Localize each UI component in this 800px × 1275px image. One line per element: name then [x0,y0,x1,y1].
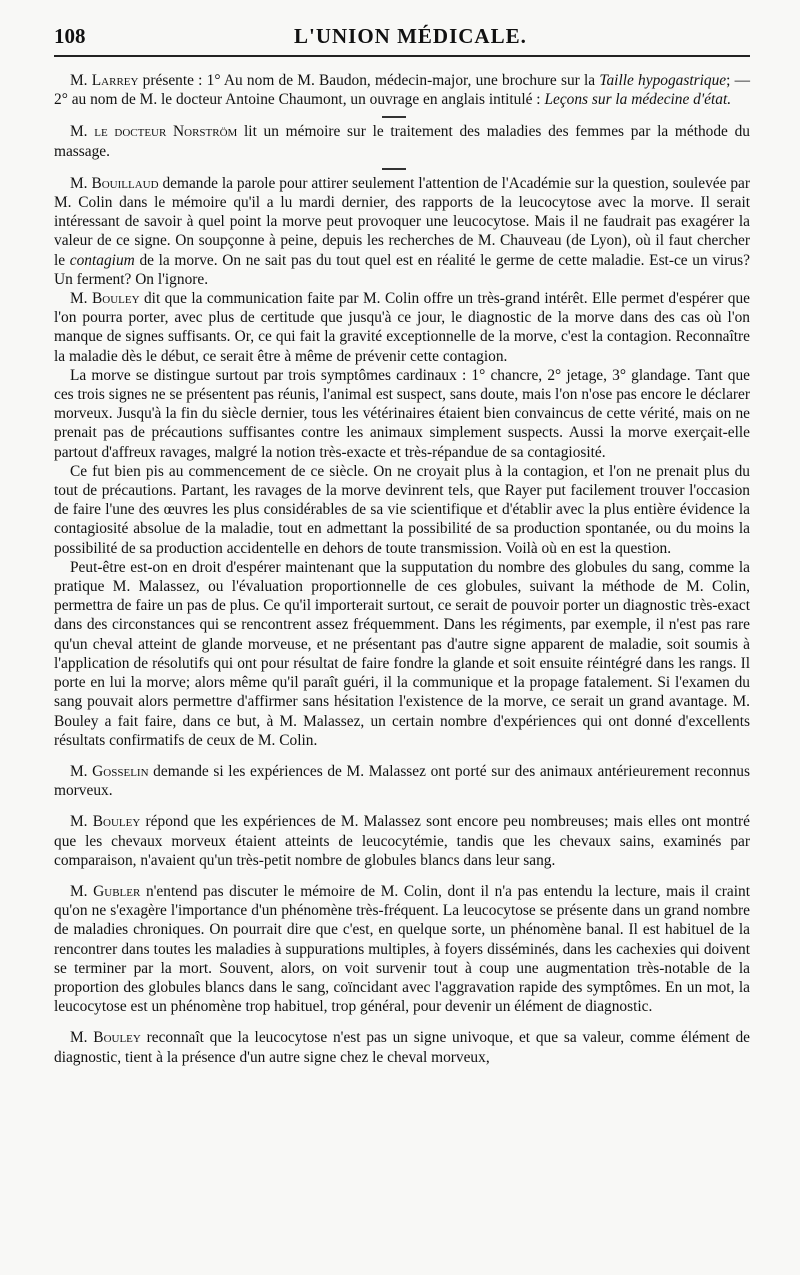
paragraph-bouillaud [54,174,750,289]
speaker-name: M. Larrey [70,72,139,89]
paragraph-text: Peut-être est-on en droit d'espérer maintenant que la supputation du nombre des globules du sang, comme la pratique M. Malassez, ou l'évaluation proportionnelle de ces globules, suivant la méthode de M. Colin, permettra de faire un pas de plus. Ce qu'il importerait surtout, ce serait de pouvoir porter un diagnostic très-exact dans des circonstances qui se rencontrent assez fréquemment. Dans les régiments, par exemple, il n'est pas rare qu'un cheval atteint de glande morveuse, et ne présentant pas d'autre signe apparent de maladie, soit soumis à l'application de résolutifs qui ont pour résultat de faire fondre la glande et soit ensuite réintégré dans les rangs. Il porte en lui la morve; alors même qu'il paraît guéri, il la communique et la propage fatalement. Si l'examen du sang pouvait alors permettre d'affirmer sans hésitation l'existence de la morve, ce serait un grand avantage. M. Bouley a fait faire, dans ce but, à M. Malassez, un certain nombre d'expériences qui ont donné d'excellents résultats confirmatifs de ceux de M. Colin. [54,558,750,749]
speaker-name: M. Bouley [70,290,140,308]
paragraph-text: demande si les expériences de M. Malassez ont porté sur des animaux antérieurement reconnus morveux. [54,762,750,800]
section-separator [382,168,406,170]
article-body [54,71,750,1067]
paragraph-history [54,462,750,558]
paragraph-larrey [54,71,750,109]
paragraph-text: La morve se distingue surtout par trois symptômes cardinaux : 1° chancre, 2° jetage, 3° glandage. Tant que ces trois signes ne se présentent pas réunis, l'animal est suspect, sans doute, mais l'on n'ose pas encore le déclarer morveux. Jusqu'à la fin du siècle dernier, tous les vétérinaires étaient bien convaincus de cette vérité, mais on ne prenait pas de précautions suffisantes contre les animaux simplement suspects. Aussi la morve exerçait-elle partout d'affreux ravages, malgré la notion très-exacte et très-répandue de sa contagiosité. [54,366,750,461]
paragraph-gosselin [54,762,750,800]
speaker-name: M. Gosselin [70,762,149,780]
paragraph-bouley-3 [54,1028,750,1066]
paragraph-text: ; — 2° au nom de M. le docteur Antoine Chaumont, un ouvrage en anglais intitulé : [54,72,751,109]
paragraph-text: répond que les expériences de M. Malassez sont encore peu nombreuses; mais elles ont montré que les chevaux morveux étaient atteints de leucocytémie, tandis que les chevaux sains, examinés par comparaison, n'avaient qu'un très-petit nombre de globules blancs dans leur sang. [54,813,750,869]
paragraph-text: n'entend pas discuter le mémoire de M. Colin, dont il n'a pas entendu la lecture, mais il craint qu'on ne s'exagère l'importance d'un phénomène très-fréquent. La leucocytose se présente dans un grand nombre de maladies chroniques. On pourrait dire que c'est, en quelque sorte, un phénomène banal. Il est habituel de la rencontrer dans toutes les maladies à suppurations multiples, à foyers disséminés, dans les cachexies qui doivent se terminer par la mort. Souvent, alors, on voit survenir tout à coup une augmentation très-notable de la proportion des globules blancs dans le sang, coïncidant avec l'aggravation rapide des symptômes. En un mot, la leucocytose est un phénomène trop habituel, trop général, pour devenir un élément de diagnostic. [54,882,750,1016]
italic-term: contagium [69,251,135,269]
paragraph-text: Ce fut bien pis au commencement de ce siècle. On ne croyait plus à la contagion, et l'on ne prenait plus du tout de précautions. Partant, les ravages de la morve devinrent tels, que Rayer put facilement trouver l'occasion de faire l'une des œuvres les plus considérables de sa vie scientifique et d'établir avec la plus entière évidence la contagiosité absolue de la maladie, tout en admettant la possibilité de sa production spontanée, ou du moins la possibilité de sa production accidentelle en dehors de toute transmission. Voilà où en est la question. [54,462,750,557]
speaker-name: M. le docteur Norström [70,123,238,141]
paragraph-text: reconnaît que la leucocytose n'est pas un signe univoque, et que sa valeur, comme élément de diagnostic, tient à la présence d'un autre signe chez le cheval morveux, [54,1029,750,1066]
section-separator [382,116,406,118]
paragraph-bouley-1 [54,289,750,366]
book-title: Leçons sur la médecine d'état. [544,91,732,109]
paragraph-text: présente : 1° Au nom de M. Baudon, médecin-major, une brochure sur la [138,72,600,89]
speaker-name: M. Bouillaud [70,174,159,192]
page-header [54,24,750,57]
speaker-name: M. Gubler [70,882,141,900]
paragraph-text: dit que la communication faite par M. Colin offre un très-grand intérêt. Elle permet d'espérer que l'on pourra porter, avec plus de certitude que jusqu'à ce jour, le diagnostic de la morve dans des cas où l'on manque de signes suffisants. Or, ce qui fait la gravité exceptionnelle de la morve, c'est la contagion. Reconnaître la maladie dès le début, ce serait être à même de prévenir cette contagion. [54,290,750,365]
paragraph-text: lit un mémoire sur le traitement des maladies des femmes par la méthode du massage. [54,123,750,160]
paragraph-bouley-2 [54,812,750,870]
paragraph-norstrom [54,122,750,160]
paragraph-text: demande la parole pour attirer seulement l'attention de l'Académie sur la question, soulevée par M. Colin dans le mémoire qu'il a lu mardi dernier, des rapports de la leucocytose avec la morve. Il serait intéressant de savoir à quel point la morve peut provoquer une leucocytose. Mais il ne faudrait pas exagérer la valeur de ce signe. On soupçonne à peine, depuis les recherches de M. Chauveau (de Lyon), où il faut chercher le [54,174,750,269]
paragraph-gubler [54,882,750,1016]
page-number: 108 [54,24,86,48]
paragraph-symptoms [54,366,750,462]
paragraph-diagnosis [54,558,750,750]
speaker-name: M. Bouley [70,813,141,831]
book-title: Taille hypogastrique [599,72,727,89]
paragraph-text: de la morve. On ne sait pas du tout quel est en réalité le germe de cette maladie. Est-ce un virus? Un ferment? On l'ignore. [54,251,750,288]
speaker-name: M. Bouley [70,1029,141,1047]
running-title: L'UNION MÉDICALE. [294,24,527,48]
